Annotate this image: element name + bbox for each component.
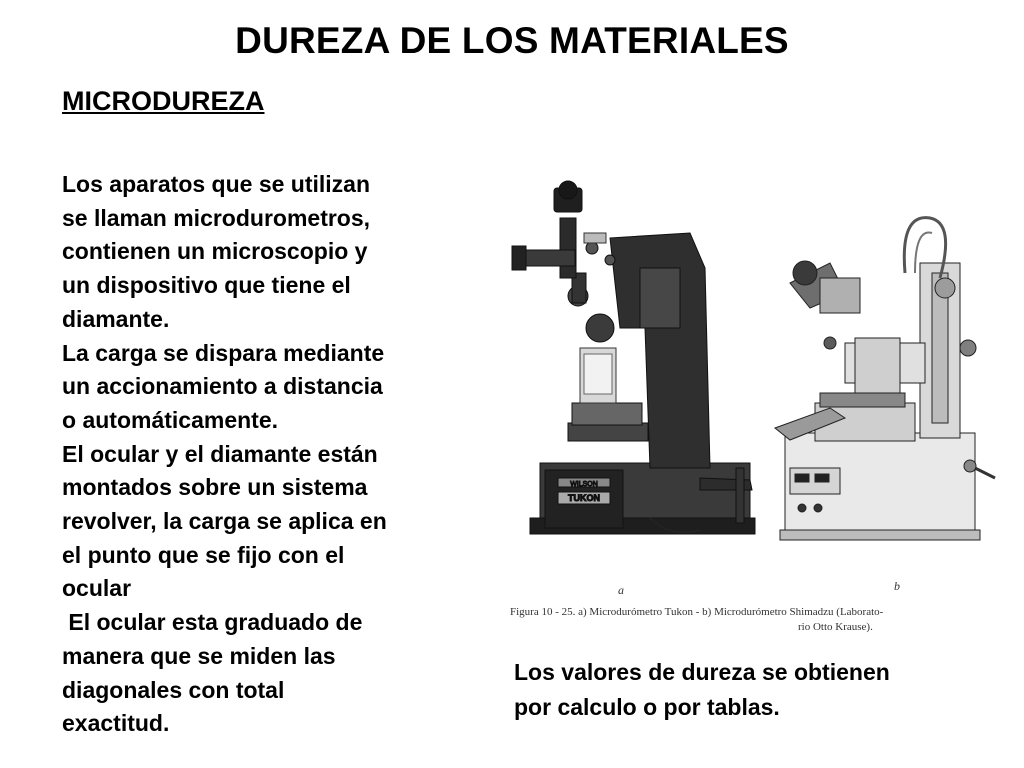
microdurometers-illustration <box>500 178 1020 638</box>
body-line: se llaman microdurometros, <box>62 204 371 231</box>
body-line: diagonales con total <box>62 676 285 703</box>
tukon-eyepiece-tube <box>560 218 576 278</box>
figure-caption-line2: rio Otto Krause). <box>798 621 873 633</box>
figure-label-b: b <box>894 579 900 593</box>
tukon-badge-top: WILSON <box>570 481 598 488</box>
tukon-stage <box>568 423 648 441</box>
microdurometers-figure <box>500 178 1020 638</box>
figure-label-a: a <box>618 583 624 597</box>
body-line: montados sobre un sistema <box>62 474 368 501</box>
shimadzu-machine <box>775 218 995 540</box>
body-line: o automáticamente. <box>62 406 278 433</box>
body-line: La carga se dispara mediante <box>62 339 385 366</box>
body-line: el punto que se fijo con el <box>62 541 345 568</box>
body-line: un dispositivo que tiene el <box>62 272 351 299</box>
body-line: exactitud. <box>62 710 170 737</box>
section-subtitle: MICRODUREZA <box>62 86 265 116</box>
body-line: manera que se miden las <box>62 642 336 669</box>
body-line: un accionamiento a distancia <box>62 373 383 400</box>
body-line: diamante. <box>62 305 170 332</box>
body-line: El ocular esta graduado de <box>62 609 363 636</box>
body-text <box>62 168 482 741</box>
figure-caption-line1: Figura 10 - 25. a) Microdurómetro Tukon - b) Microdurómetro Shimadzu (Laborato- <box>510 606 884 618</box>
body-line: Los aparatos que se utilizan <box>62 171 371 197</box>
body-line: revolver, la carga se aplica en <box>62 508 387 535</box>
conclusion-line: Los valores de dureza se obtienen <box>514 659 890 685</box>
body-line: ocular <box>62 575 132 602</box>
tukon-badge: TUKON <box>568 493 600 503</box>
conclusion-line: por calculo o por tablas. <box>514 694 780 720</box>
conclusion-text <box>514 655 1004 725</box>
slide-title: DUREZA DE LOS MATERIALES <box>235 20 789 61</box>
body-line: contienen un microscopio y <box>62 238 368 265</box>
tukon-machine <box>512 181 755 534</box>
body-line: El ocular y el diamante están <box>62 440 378 467</box>
